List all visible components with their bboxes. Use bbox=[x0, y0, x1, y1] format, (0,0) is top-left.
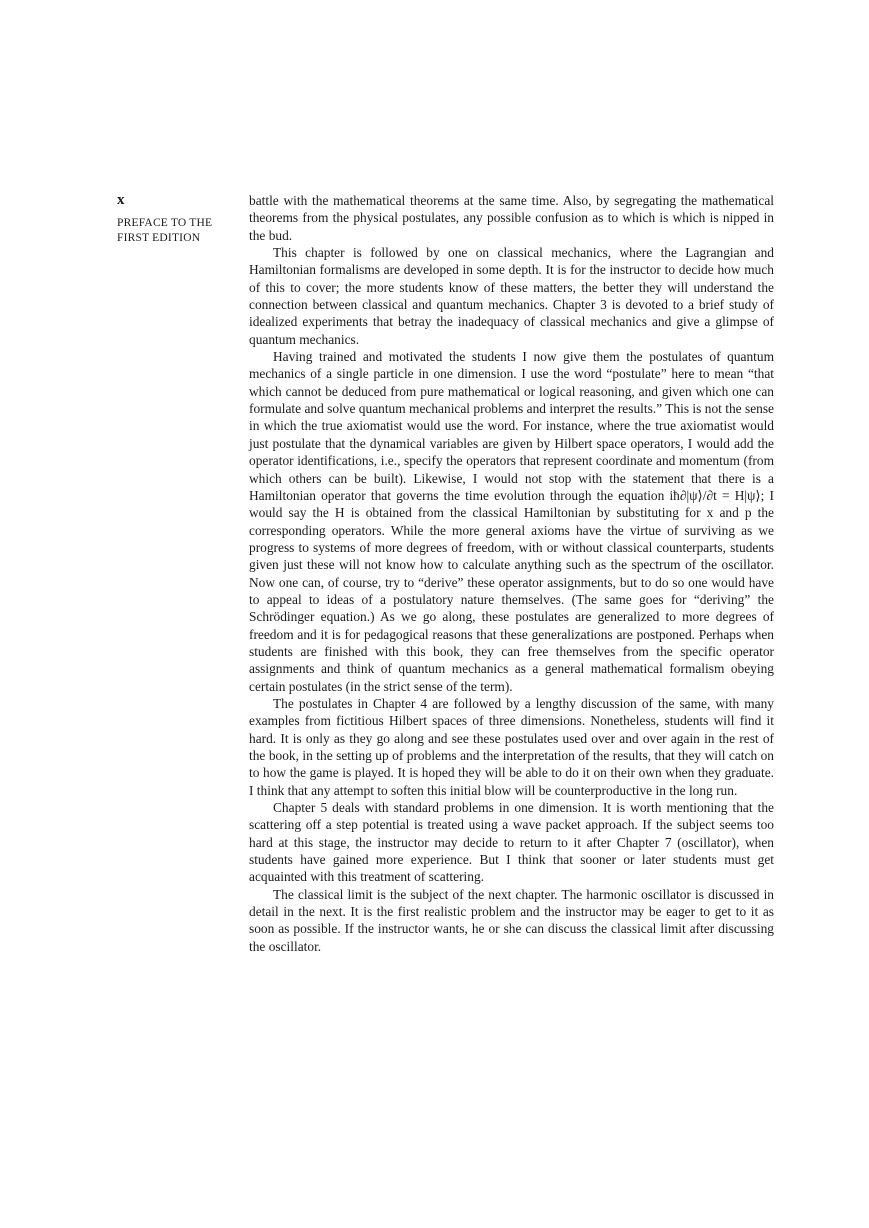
running-head-line-2: FIRST EDITION bbox=[117, 232, 201, 244]
body-text bbox=[249, 192, 774, 955]
page-number: x bbox=[117, 192, 125, 208]
running-head-line-1: PREFACE TO THE bbox=[117, 217, 213, 229]
paragraph-classical-limit: The classical limit is the subject of the next chapter. The harmonic oscillator is discussed in detail in the next. It is the first realistic problem and the instructor may be eager to get to it as soon as possible. If the instructor wants, he or she can discuss the classical limit after discussing the oscillator. bbox=[249, 886, 774, 954]
paragraph-continued: battle with the mathematical theorems at the same time. Also, by segregating the mathematical theorems from the physical postulates, any possible confusion as to which is which is nipped in the bud. bbox=[249, 193, 774, 243]
paragraph-chapter-4: The postulates in Chapter 4 are followed by a lengthy discussion of the same, with many examples from fictitious Hilbert spaces of three dimensions. Nonetheless, students will find it hard. It is only as they go along and see these postulates used over and over again in the rest of the book, in the setting up of problems and the interpretation of the results, that they will catch on to how the game is played. It is hoped they will be able to do it on their own when they graduate. I think that any attempt to soften this initial blow will be counterproductive in the long run. bbox=[249, 695, 774, 798]
paragraph-postulates: Having trained and motivated the students I now give them the postulates of quantum mechanics of a single particle in one dimension. I use the word “postulate” here to mean “that which cannot be deduced from pure mathematical or logical reasoning, and given which one can formulate and solve quantum mechanical problems and interpret the results.” This is not the sense in which the true axiomatist would use the word. For instance, where the true axiomatist would just postulate that the dynamical variables are given by Hilbert space operators, I would add the operator identifications, i.e., specify the operators that represent coordinate and momentum (from which others can be built). Likewise, I would not stop with the statement that there is a Hamiltonian operator that governs the time evolution through the equation iħ∂|ψ⟩/∂t = H|ψ⟩; I would say the H is obtained from the classical Hamiltonian by substituting for x and p the corresponding operators. While the more general axioms have the virtue of surviving as we progress to systems of more degrees of freedom, with or without classical counterparts, students given just these will not know how to calculate anything such as the spectrum of the oscillator. Now one can, of course, try to “derive” these operator assignments, but to do so one would have to appeal to ideas of a postulatory nature themselves. (The same goes for “deriving” the Schrödinger equation.) As we go along, these postulates are generalized to more degrees of freedom and it is for pedagogical reasons that these generalizations are postponed. Perhaps when students are finished with this book, they can free themselves from the specific operator assignments and think of quantum mechanics as a general mathematical formalism obeying certain postulates (in the strict sense of the term). bbox=[249, 349, 774, 694]
running-head bbox=[117, 216, 235, 246]
paragraph-chapter-5: Chapter 5 deals with standard problems in one dimension. It is worth mentioning that the scattering off a step potential is treated using a wave packet approach. If the subject seems too hard at this stage, the instructor may decide to return to it after Chapter 7 (oscillator), when students have gained more experience. But I think that sooner or later students must get acquainted with this treatment of scattering. bbox=[249, 800, 774, 885]
paragraph-classical-mechanics: This chapter is followed by one on classical mechanics, where the Lagrangian and Hamiltonian formalisms are developed in some depth. It is for the instructor to decide how much of this to cover; the more students know of these matters, the better they will understand the connection between classical and quantum mechanics. Chapter 3 is devoted to a brief study of idealized experiments that betray the inadequacy of classical mechanics and give a glimpse of quantum mechanics. bbox=[249, 245, 774, 347]
